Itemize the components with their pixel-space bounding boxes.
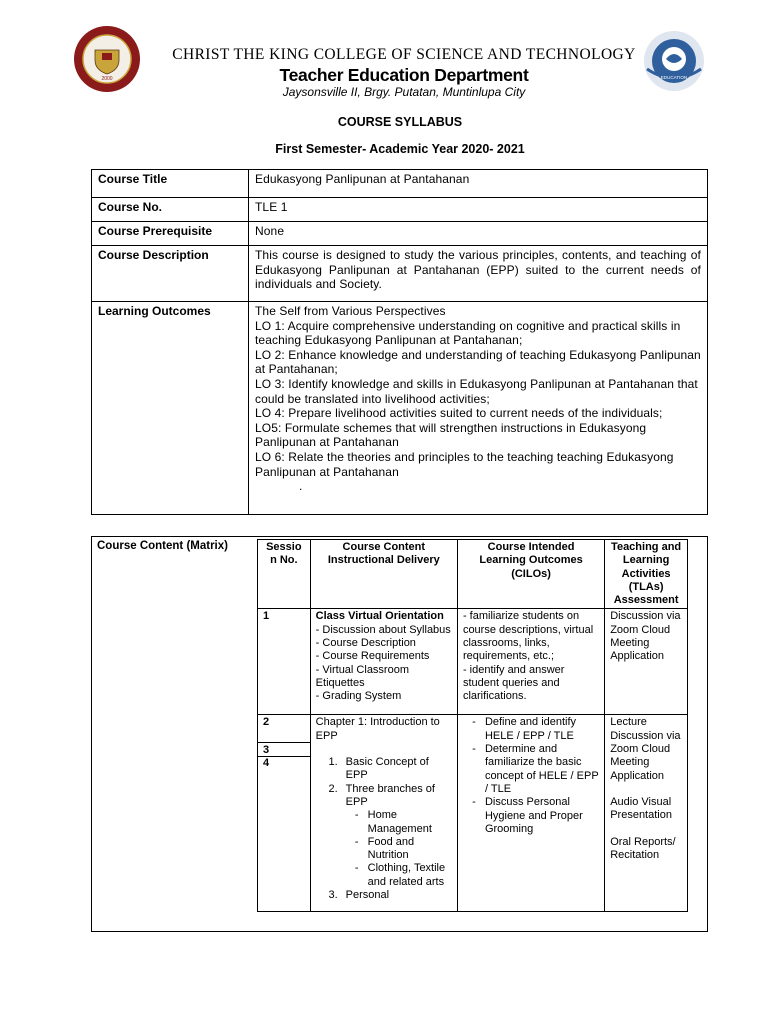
row1-cilo-item: - identify and answer student queries and clarifications. (462, 663, 565, 703)
row2-list-item: 2. Three branches of EPP (328, 782, 435, 808)
matrix-inner-table (257, 539, 688, 912)
row1-content-item: - Discussion about Syllabus (315, 623, 451, 636)
description-label: Course Description (92, 246, 249, 302)
row2-session-4: 4 (263, 757, 270, 770)
header-tla: Teaching and Learning Activities (TLAs) Assessment (605, 540, 688, 609)
course-title-row (92, 170, 708, 198)
header-content: Course Content Instructional Delivery (310, 540, 457, 609)
row2-sublist-item: - Clothing, Textile and related arts (354, 862, 446, 888)
matrix-row-2 (258, 715, 688, 912)
row2-sublist-item: - Home Management (354, 809, 432, 835)
semester-line: First Semester- Academic Year 2020- 2021 (275, 142, 525, 156)
row2-cilo-item: - Determine and familiarize the basic concept of HELE / EPP / TLE (472, 743, 599, 795)
lo-3: LO 3: Identify knowledge and skills in Edukasyong Panlipunan at Pantahanan that could be translated into livelihood activities; (255, 376, 698, 406)
row1-content-item: - Course Description (315, 637, 416, 650)
course-title-label: Course Title (92, 170, 249, 198)
row1-cilo-item: - familiarize students on course descriptions, virtual classrooms, links, requirements, etc.; (462, 610, 594, 663)
row2-sessions (258, 715, 311, 912)
row2-content (310, 715, 457, 912)
department-name: Teacher Education Department (279, 65, 529, 85)
learning-outcomes-row (92, 302, 708, 515)
prereq-label: Course Prerequisite (92, 222, 249, 246)
prereq-value: None (249, 222, 708, 246)
learning-outcomes-value (249, 302, 708, 515)
session-divider (258, 742, 310, 743)
course-title-value: Edukasyong Panlipunan at Pantahanan (249, 170, 708, 198)
row1-session: 1 (258, 609, 311, 715)
lo-4: LO 4: Prepare livelihood activities suited to current needs of the individuals; (255, 406, 663, 421)
row2-sublist-item: - Food and Nutrition (354, 835, 415, 862)
row2-content-title: Chapter 1: Introduction to EPP (315, 716, 440, 742)
document-title: COURSE SYLLABUS (337, 115, 463, 129)
row1-content-title: Class Virtual Orientation (315, 610, 444, 623)
course-no-value: TLE 1 (249, 198, 708, 222)
prereq-row (92, 222, 708, 246)
college-name: CHRIST THE KING COLLEGE OF SCIENCE AND TECHNOLOGY (172, 46, 636, 63)
row2-cilo-item: - Define and identify HELE / EPP / TLE (472, 716, 577, 742)
lo-5: LO5: Formulate schemes that will strengthen instructions in Edukasyong Panlipunan at Pantahanan (255, 420, 647, 450)
matrix-label: Course Content (Matrix) (97, 540, 228, 552)
row2-tla-2: Audio Visual Presentation (610, 795, 672, 822)
department-seal-logo (641, 29, 707, 93)
row1-content-item: - Virtual Classroom Etiquettes (315, 663, 409, 689)
row1-content-item: - Course Requirements (315, 650, 430, 663)
row1-cilo (457, 609, 604, 715)
row2-tla-3: Oral Reports/ Recitation (610, 835, 676, 861)
lo-6: LO 6: Relate the theories and principles to the teaching teaching Edukasyong Panlipunan at Pantahanan (255, 449, 674, 479)
row2-tla (605, 715, 688, 912)
row1-content (310, 609, 457, 715)
row2-session-3: 3 (263, 744, 270, 757)
lo-2: LO 2: Enhance knowledge and understanding of teaching Edukasyong Panlipunan at Pantahanan; (255, 347, 701, 377)
learning-outcomes-label: Learning Outcomes (92, 302, 249, 515)
row2-tla-1: Lecture Discussion via Zoom Cloud Meeting Application (610, 716, 681, 782)
course-info-table (91, 169, 708, 515)
course-content-matrix (91, 536, 708, 932)
description-value: This course is designed to study the various principles, contents, and teaching of Edukasyong Panlipunan at Pantahanan (EPP) suited to the current needs of individuals and Society. (249, 246, 708, 302)
row1-content-item: - Grading System (315, 690, 402, 703)
college-address: Jaysonsville II, Brgy. Putatan, Muntinlupa City (282, 85, 526, 99)
seal-education-text: EDUCATION (660, 75, 688, 80)
row1-tla: Discussion via Zoom Cloud Meeting Application (605, 609, 688, 715)
matrix-row-1 (258, 609, 688, 715)
college-seal-logo (73, 22, 141, 96)
course-no-row (92, 198, 708, 222)
seal-year: 2000 (101, 76, 113, 82)
row2-list-item: 3. Personal (328, 889, 390, 902)
row2-cilo-item: - Discuss Personal Hygiene and Proper Grooming (472, 796, 583, 835)
description-row (92, 246, 708, 302)
matrix-header-row (258, 540, 688, 609)
row2-cilo (457, 715, 604, 912)
header-session: Sessio n No. (258, 540, 311, 609)
header-cilo: Course Intended Learning Outcomes (CILOs) (457, 540, 604, 609)
row2-session-2: 2 (263, 716, 270, 729)
course-no-label: Course No. (92, 198, 249, 222)
row2-list-item: 1. Basic Concept of EPP (328, 756, 429, 782)
lo-1: LO 1: Acquire comprehensive understanding on cognitive and practical skills in teaching Edukasyong Panlipunan at Pantahanan; (255, 318, 681, 348)
lo-intro: The Self from Various Perspectives (255, 304, 446, 318)
lo-trailing-dot: . (299, 479, 303, 494)
